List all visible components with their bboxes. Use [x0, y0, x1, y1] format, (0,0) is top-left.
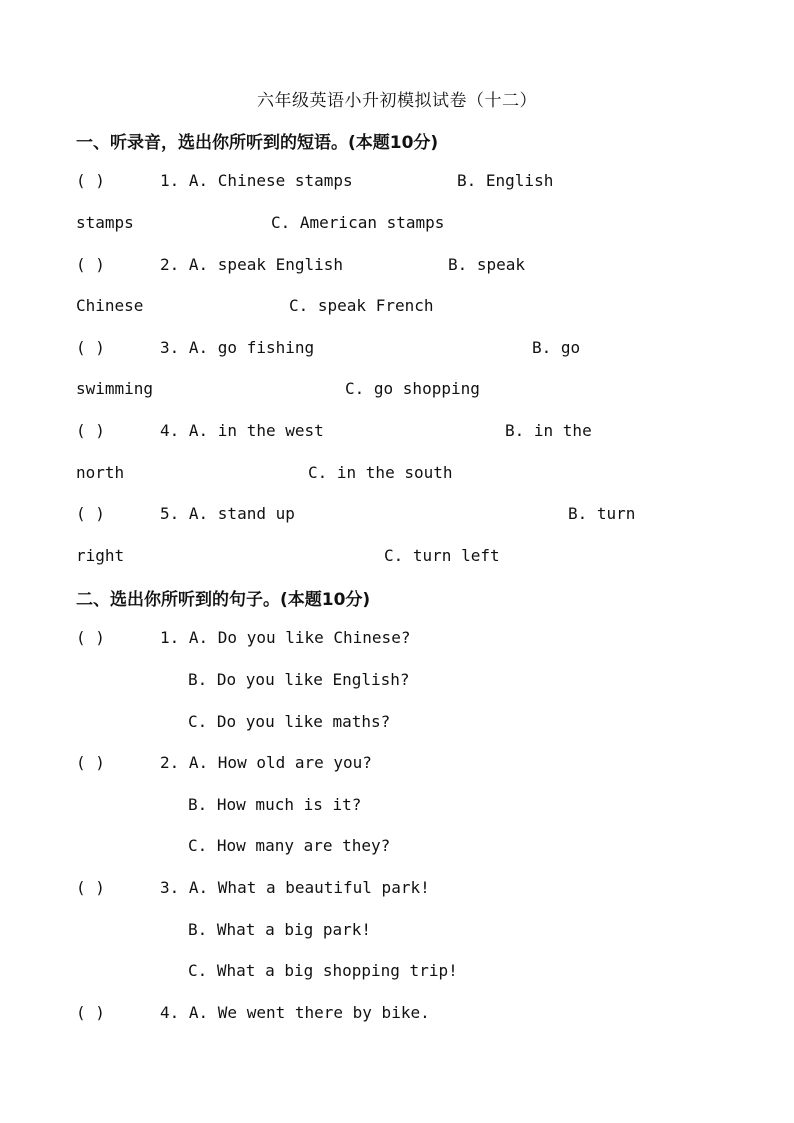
sentence-option-c: C. How many are they?	[188, 836, 391, 855]
answer-blank[interactable]: ( )	[76, 171, 105, 190]
sentence-option-a: 1. A. Do you like Chinese?	[160, 628, 411, 647]
section-2-heading: 二、选出你所听到的句子。(本题10分)	[76, 590, 371, 610]
sentence-option-c: C. What a big shopping trip!	[188, 961, 458, 980]
sentence-option-b: B. What a big park!	[188, 920, 372, 939]
question-option-b-cont: right	[76, 546, 125, 565]
question-option-b: B. English	[457, 171, 554, 190]
question-option-b-cont: Chinese	[76, 296, 144, 315]
answer-blank[interactable]: ( )	[76, 421, 105, 440]
answer-blank[interactable]: ( )	[76, 878, 105, 897]
answer-blank[interactable]: ( )	[76, 1003, 105, 1022]
question-option-a: 3. A. go fishing	[160, 338, 315, 357]
page-title: 六年级英语小升初模拟试卷（十二）	[257, 91, 537, 111]
sentence-option-b: B. How much is it?	[188, 795, 362, 814]
answer-blank[interactable]: ( )	[76, 338, 105, 357]
sentence-option-a: 2. A. How old are you?	[160, 753, 372, 772]
question-option-c: C. turn left	[384, 546, 500, 565]
question-option-b: B. go	[532, 338, 581, 357]
section-1-heading: 一、听录音，选出你所听到的短语。(本题10分)	[76, 133, 439, 153]
question-option-b-cont: swimming	[76, 379, 154, 398]
question-option-c: C. in the south	[308, 463, 453, 482]
question-option-a: 2. A. speak English	[160, 255, 344, 274]
question-option-c: C. speak French	[289, 296, 434, 315]
question-option-b: B. speak	[448, 255, 526, 274]
question-option-a: 1. A. Chinese stamps	[160, 171, 353, 190]
answer-blank[interactable]: ( )	[76, 753, 105, 772]
sentence-option-a: 3. A. What a beautiful park!	[160, 878, 430, 897]
sentence-option-b: B. Do you like English?	[188, 670, 410, 689]
question-option-a: 5. A. stand up	[160, 504, 295, 523]
sentence-option-c: C. Do you like maths?	[188, 712, 391, 731]
question-option-b-cont: stamps	[76, 213, 134, 232]
sentence-option-a: 4. A. We went there by bike.	[160, 1003, 430, 1022]
answer-blank[interactable]: ( )	[76, 255, 105, 274]
answer-blank[interactable]: ( )	[76, 628, 105, 647]
question-option-c: C. American stamps	[271, 213, 445, 232]
answer-blank[interactable]: ( )	[76, 504, 105, 523]
question-option-a: 4. A. in the west	[160, 421, 324, 440]
question-option-b-cont: north	[76, 463, 125, 482]
question-option-c: C. go shopping	[345, 379, 480, 398]
question-option-b: B. turn	[568, 504, 636, 523]
question-option-b: B. in the	[505, 421, 592, 440]
